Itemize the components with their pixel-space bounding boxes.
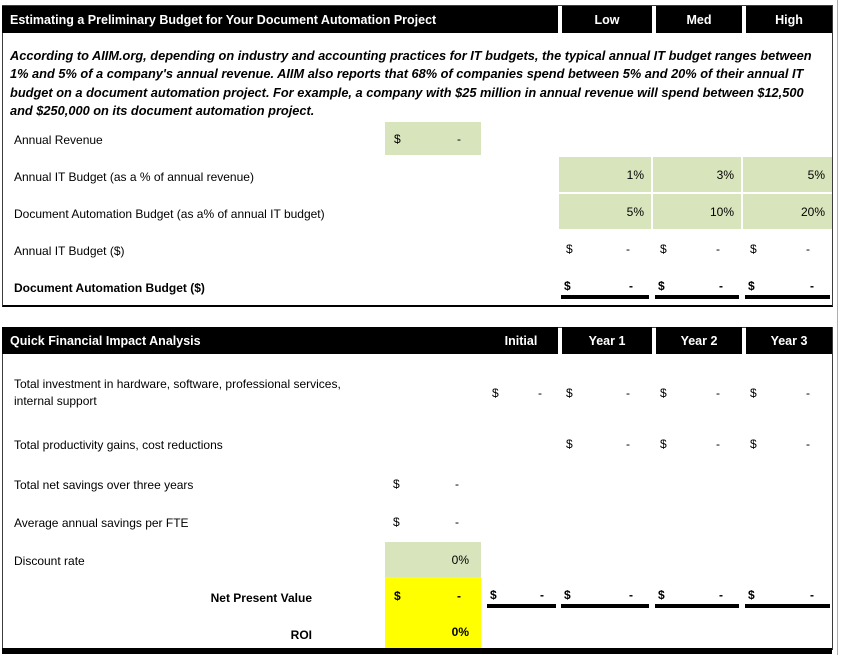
doc-auto-pct-high-cell[interactable]: 20% [743, 194, 832, 229]
total-investment-year2-cell: $ - [660, 386, 720, 400]
annual-revenue-label: Annual Revenue [14, 133, 103, 147]
total-gains-year3-cell: $ - [750, 437, 810, 451]
column-header-med: Med [656, 6, 742, 33]
doc-auto-pct-med-cell[interactable]: 10% [653, 194, 741, 229]
cell-value: - [457, 131, 461, 146]
total-investment-year3-cell: $ - [750, 386, 810, 400]
doc-auto-usd-high-cell: $ - [745, 278, 830, 296]
total-investment-year1-cell: $ - [566, 386, 630, 400]
section2-bottom-border [2, 648, 832, 654]
currency-symbol: $ [394, 131, 401, 146]
column-header-initial: Initial [484, 327, 558, 354]
it-budget-pct-high-cell[interactable]: 5% [743, 157, 832, 192]
doc-auto-pct-label: Document Automation Budget (as a% of annual IT budget) [14, 207, 325, 221]
it-budget-pct-med-cell[interactable]: 3% [653, 157, 741, 192]
section1-header-blank-cell [484, 6, 558, 33]
avg-savings-cell: $ - [393, 515, 459, 529]
section1-title-bar [2, 6, 488, 33]
it-budget-pct-label: Annual IT Budget (as a % of annual revenue) [14, 170, 254, 184]
it-budget-usd-med-cell: $ - [660, 242, 720, 256]
section2-title: Quick Financial Impact Analysis [10, 333, 201, 348]
npv-initial-cell: $ - [487, 587, 556, 605]
npv-year2-cell: $ - [655, 587, 739, 605]
it-budget-usd-high-cell: $ - [750, 242, 810, 256]
discount-rate-label: Discount rate [14, 554, 85, 568]
discount-rate-input-cell[interactable]: 0% [385, 542, 481, 577]
avg-savings-label: Average annual savings per FTE [14, 516, 189, 530]
total-investment-label: Total investment in hardware, software, professional services, internal support [14, 377, 341, 408]
doc-auto-usd-label: Document Automation Budget ($) [14, 281, 205, 295]
roi-label: ROI [290, 628, 312, 642]
it-budget-usd-label: Annual IT Budget ($) [14, 244, 125, 258]
total-gains-label: Total productivity gains, cost reductions [14, 438, 223, 452]
column-header-high: High [746, 6, 832, 33]
it-budget-pct-low-cell[interactable]: 1% [559, 157, 651, 192]
column-header-year2: Year 2 [656, 327, 742, 354]
doc-auto-pct-low-cell[interactable]: 5% [559, 194, 651, 229]
it-budget-usd-low-cell: $ - [566, 242, 630, 256]
column-header-year1: Year 1 [562, 327, 652, 354]
total-gains-year1-cell: $ - [566, 437, 630, 451]
npv-year3-cell: $ - [745, 587, 830, 605]
net-savings-label: Total net savings over three years [14, 478, 194, 492]
intro-paragraph: According to AIIM.org, depending on industry and accounting practices for IT budgets, the typical annual IT budget ranges between 1% and 5% of a company's annual revenue. AIIM also reports that 68% of companies spend between 5% and 20% of their annual IT budget on a document automation project. For example, a company with $25 million in annual revenue will spend between $12,500 and $250,000 on its document automation project. [10, 48, 812, 118]
total-gains-year2-cell: $ - [660, 437, 720, 451]
doc-auto-usd-low-cell: $ - [561, 278, 649, 296]
total-investment-initial-cell: $ - [492, 386, 542, 400]
doc-auto-usd-med-cell: $ - [655, 278, 739, 296]
column-header-year3: Year 3 [746, 327, 832, 354]
column-header-low: Low [562, 6, 652, 33]
section2-title-bar [2, 327, 488, 354]
net-savings-cell: $ - [393, 477, 459, 491]
npv-label: Net Present Value [210, 591, 312, 605]
annual-revenue-input-cell[interactable] [385, 122, 481, 155]
npv-result-cell: $ - [385, 577, 481, 615]
npv-year1-cell: $ - [561, 587, 649, 605]
roi-result-cell: 0% [385, 615, 481, 648]
section1-title: Estimating a Preliminary Budget for Your Document Automation Project [10, 12, 437, 27]
grid-line-right [837, 0, 838, 655]
